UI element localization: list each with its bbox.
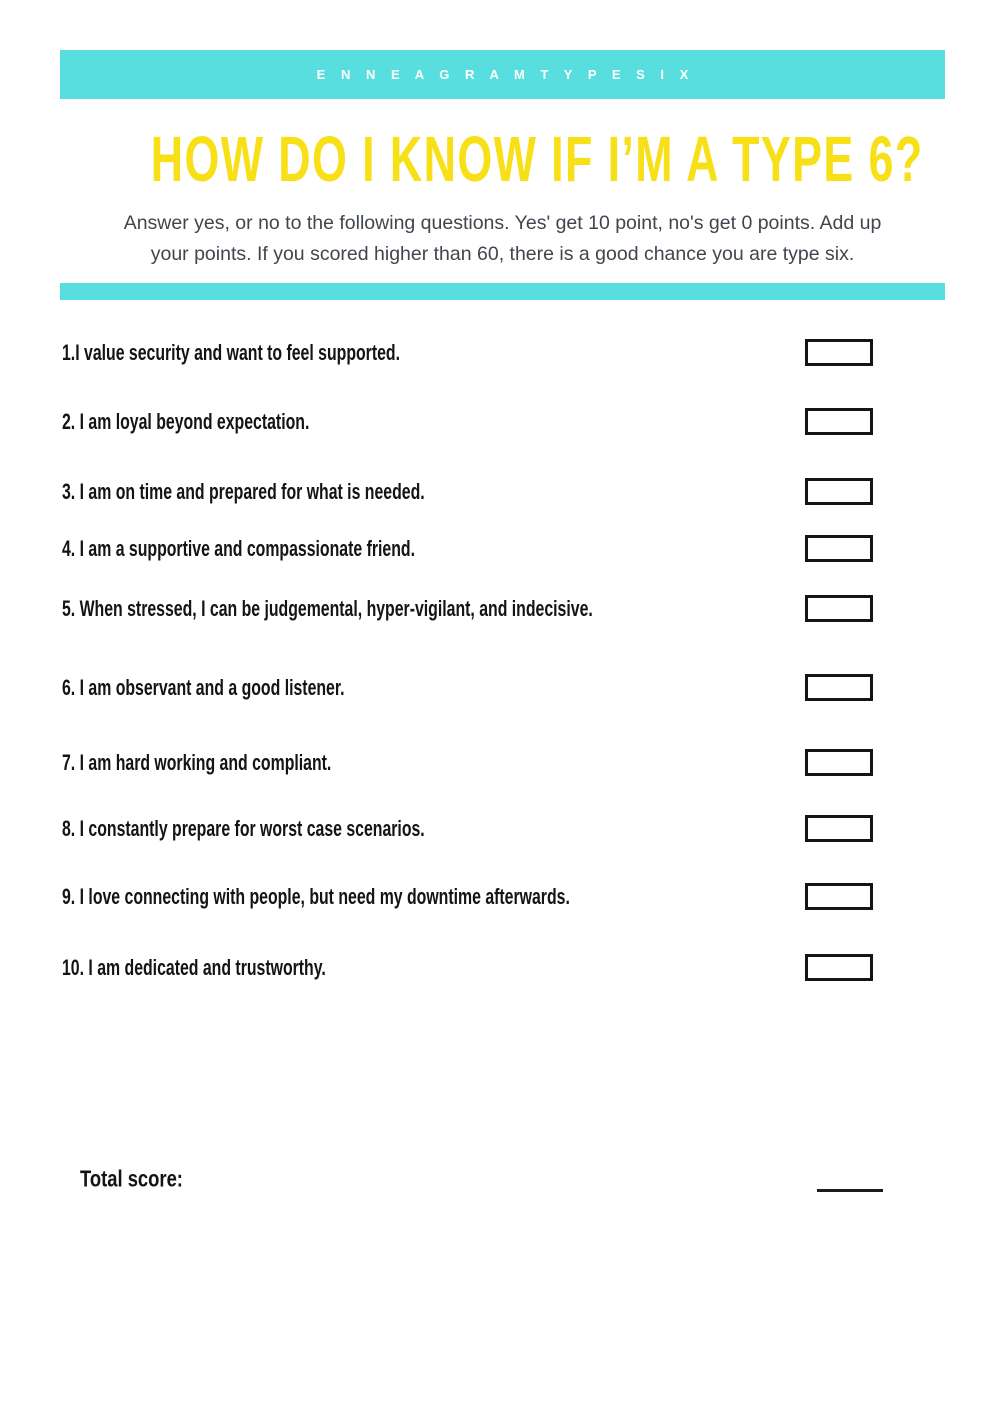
question-row	[62, 339, 873, 366]
question-row	[62, 883, 873, 910]
question-row	[62, 408, 873, 435]
answer-checkbox[interactable]	[805, 408, 873, 435]
answer-checkbox[interactable]	[805, 883, 873, 910]
answer-checkbox[interactable]	[805, 339, 873, 366]
instructions-line-2: your points. If you scored higher than 60, there is a good chance you are type six.	[150, 243, 855, 265]
answer-checkbox[interactable]	[805, 749, 873, 776]
question-text: 3. I am on time and prepared for what is needed.	[62, 478, 425, 504]
question-text: 1.I value security and want to feel supported.	[62, 339, 401, 365]
question-row	[62, 535, 873, 562]
question-row	[62, 749, 873, 776]
total-score-label: Total score:	[80, 1165, 183, 1192]
instructions-line-1: Answer yes, or no to the following questions. Yes' get 10 point, no's get 0 points. Add up	[123, 212, 882, 234]
answer-checkbox[interactable]	[805, 815, 873, 842]
question-text: 5. When stressed, I can be judgemental, hyper-vigilant, and indecisive.	[62, 595, 593, 621]
answer-checkbox[interactable]	[805, 954, 873, 981]
answer-checkbox[interactable]	[805, 595, 873, 622]
answer-checkbox[interactable]	[805, 478, 873, 505]
teal-divider	[60, 283, 945, 300]
answer-checkbox[interactable]	[805, 535, 873, 562]
instructions	[0, 208, 1005, 270]
question-text: 7. I am hard working and compliant.	[62, 749, 332, 775]
question-row	[62, 815, 873, 842]
question-text: 9. I love connecting with people, but need my downtime afterwards.	[62, 883, 570, 909]
question-text: 8. I constantly prepare for worst case scenarios.	[62, 815, 425, 841]
question-list	[62, 300, 873, 1194]
header-banner	[60, 50, 945, 99]
question-text: 10. I am dedicated and trustworthy.	[62, 954, 326, 980]
total-score-row	[62, 1164, 873, 1194]
question-row	[62, 674, 873, 701]
question-text: 2. I am loyal beyond expectation.	[62, 408, 310, 434]
question-text: 4. I am a supportive and compassionate friend.	[62, 535, 415, 561]
banner-label: E N N E A G R A M T Y P E S I X	[316, 67, 695, 82]
question-row	[62, 954, 873, 981]
answer-checkbox[interactable]	[805, 674, 873, 701]
page-title: HOW DO I KNOW IF I’M A TYPE 6?	[150, 123, 924, 195]
question-row	[62, 595, 873, 622]
total-score-line[interactable]	[817, 1189, 883, 1192]
question-text: 6. I am observant and a good listener.	[62, 674, 345, 700]
question-row	[62, 478, 873, 505]
